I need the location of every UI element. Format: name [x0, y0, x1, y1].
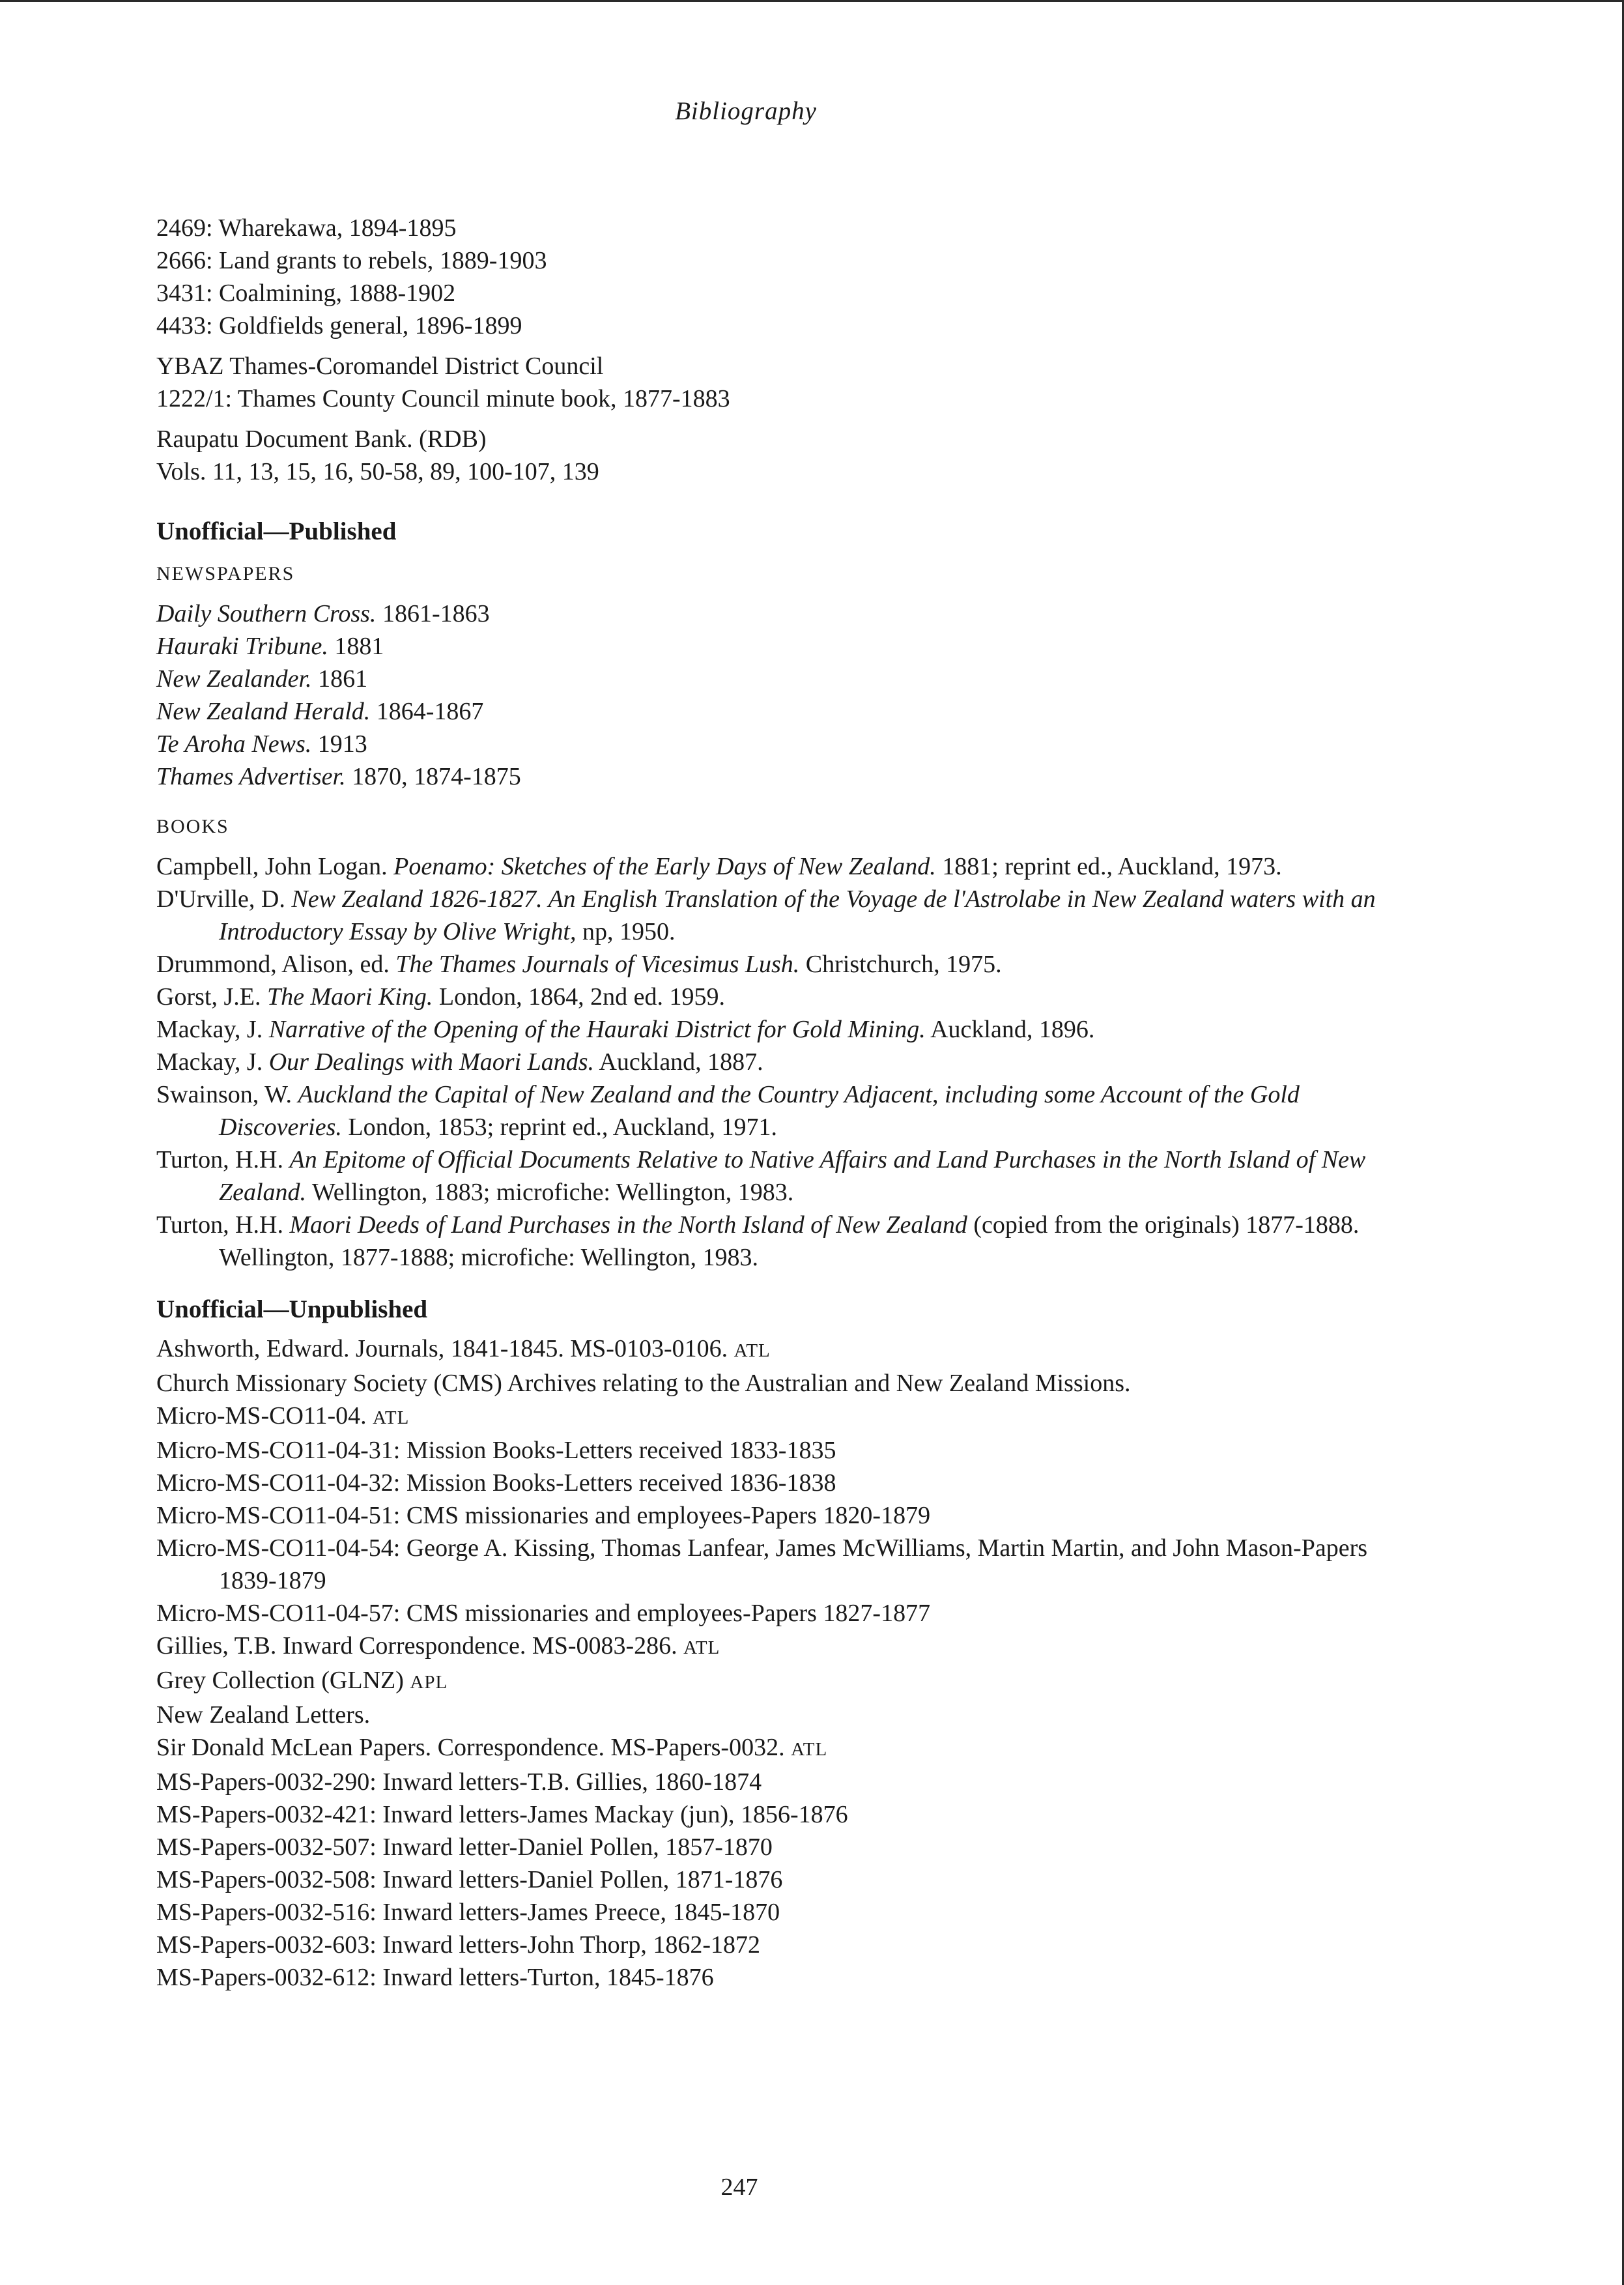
manuscript-text: Micro-MS-CO11-04-32: Mission Books-Letters received 1836-1838: [156, 1469, 836, 1497]
book-title: Our Dealings with Maori Lands.: [268, 1048, 595, 1076]
book-title: Poenamo: Sketches of the Early Days of New Zealand.: [393, 853, 936, 880]
book-publication: (copied from the originals) 1877-1888. Wellington, 1877-1888; microfiche: Wellington, 1983.: [219, 1211, 1360, 1271]
manuscript-entry: [156, 1731, 1381, 1766]
book-entry: [156, 948, 1381, 981]
newspaper-entry: [156, 695, 1381, 728]
manuscript-text: MS-Papers-0032-421: Inward letters-James Mackay (jun), 1856-1876: [156, 1801, 848, 1828]
bibliography-content: [156, 212, 1381, 1994]
book-author: Turton, H.H.: [156, 1146, 290, 1173]
record-line: 3431: Coalmining, 1888-1902: [156, 280, 456, 307]
newspaper-dates: 1861: [311, 665, 368, 693]
book-publication: London, 1853; reprint ed., Auckland, 1971.: [341, 1114, 777, 1141]
book-author: Drummond, Alison, ed.: [156, 951, 396, 978]
newspaper-entry: [156, 630, 1381, 663]
book-entry: [156, 1078, 1381, 1143]
manuscript-entry: [156, 1831, 1381, 1863]
official-records-section: [156, 212, 1381, 488]
book-title: Maori Deeds of Land Purchases in the North Island of New Zealand: [289, 1211, 967, 1239]
record-line: 4433: Goldfields general, 1896-1899: [156, 312, 522, 339]
newspaper-dates: 1913: [311, 730, 367, 758]
book-publication: Auckland, 1896.: [925, 1016, 1095, 1043]
subheading-books: BOOKS: [156, 816, 229, 837]
newspaper-title: Te Aroha News.: [156, 730, 312, 758]
book-author: Turton, H.H.: [156, 1211, 290, 1239]
newspaper-entry: [156, 663, 1381, 695]
repository-tag: APL: [410, 1672, 448, 1693]
book-publication: Wellington, 1883; microfiche: Wellington, 1983.: [306, 1179, 794, 1206]
record-line: Raupatu Document Bank. (RDB): [156, 425, 487, 453]
manuscript-text: Micro-MS-CO11-04-31: Mission Books-Letters received 1833-1835: [156, 1437, 836, 1464]
section-heading-unpublished: Unofficial—Unpublished: [156, 1295, 428, 1323]
book-title: The Maori King.: [266, 983, 433, 1011]
manuscript-entry: [156, 1664, 1381, 1699]
newspaper-dates: 1881: [328, 633, 384, 660]
manuscript-entry: [156, 1434, 1381, 1467]
book-title: New Zealand 1826-1827. An English Translation of the Voyage de l'Astrolabe in New Zealand waters with an Introductory Essay by Olive Wright,: [219, 885, 1376, 945]
manuscript-text: MS-Papers-0032-603: Inward letters-John Thorp, 1862-1872: [156, 1931, 760, 1959]
manuscript-text: MS-Papers-0032-507: Inward letter-Daniel Pollen, 1857-1870: [156, 1833, 773, 1861]
book-author: Mackay, J.: [156, 1016, 269, 1043]
subheading-newspapers: NEWSPAPERS: [156, 563, 295, 584]
newspaper-entry: [156, 597, 1381, 630]
newspaper-title: Thames Advertiser.: [156, 763, 346, 790]
record-group: [156, 423, 1381, 488]
record-group: [156, 350, 1381, 415]
book-entry: [156, 850, 1381, 883]
book-entry: [156, 883, 1381, 948]
newspaper-entry: [156, 728, 1381, 760]
manuscript-entry: [156, 1367, 1381, 1400]
repository-tag: ATL: [373, 1407, 410, 1428]
manuscript-entry: [156, 1798, 1381, 1831]
manuscript-entry: [156, 1467, 1381, 1499]
manuscript-entry: [156, 1699, 1381, 1731]
manuscript-entry: [156, 1961, 1381, 1994]
manuscript-entry: [156, 1929, 1381, 1961]
book-author: Mackay, J.: [156, 1048, 269, 1076]
book-title: An Epitome of Official Documents Relative to Native Affairs and Land Purchases in the North Island of New Zealand.: [219, 1146, 1366, 1206]
book-publication: Auckland, 1887.: [594, 1048, 763, 1076]
record-group: [156, 212, 1381, 342]
manuscript-text: Gillies, T.B. Inward Correspondence. MS-0083-286.: [156, 1632, 684, 1660]
manuscript-entry: [156, 1499, 1381, 1532]
book-entry: [156, 1143, 1381, 1209]
manuscript-entry: [156, 1400, 1381, 1434]
manuscript-text: Ashworth, Edward. Journals, 1841-1845. MS-0103-0106.: [156, 1335, 734, 1362]
section-heading-published: Unofficial—Published: [156, 517, 397, 545]
manuscript-text: Grey Collection (GLNZ): [156, 1667, 410, 1694]
repository-tag: ATL: [734, 1340, 771, 1361]
book-publication: 1881; reprint ed., Auckland, 1973.: [935, 853, 1282, 880]
manuscript-text: Micro-MS-CO11-04-54: George A. Kissing, Thomas Lanfear, James McWilliams, Martin Martin, and John Mason-Papers 1839-1879: [156, 1534, 1368, 1594]
manuscript-text: Church Missionary Society (CMS) Archives relating to the Australian and New Zealand Missions.: [156, 1370, 1131, 1397]
record-line: 2666: Land grants to rebels, 1889-1903: [156, 247, 547, 274]
page-number: 247: [720, 2174, 758, 2201]
manuscript-text: MS-Papers-0032-508: Inward letters-Daniel Pollen, 1871-1876: [156, 1866, 783, 1893]
record-line: YBAZ Thames-Coromandel District Council: [156, 352, 604, 380]
manuscript-entry: [156, 1332, 1381, 1367]
manuscript-entry: [156, 1863, 1381, 1896]
newspaper-title: New Zealander.: [156, 665, 312, 693]
newspaper-title: Daily Southern Cross.: [156, 600, 377, 627]
manuscript-text: Micro-MS-CO11-04.: [156, 1402, 373, 1430]
book-publication: np, 1950.: [576, 918, 676, 945]
book-publication: London, 1864, 2nd ed. 1959.: [433, 983, 725, 1011]
newspaper-dates: 1861-1863: [376, 600, 490, 627]
newspaper-dates: 1864-1867: [370, 698, 484, 725]
book-author: Swainson, W.: [156, 1081, 298, 1108]
book-title: Auckland the Capital of New Zealand and the Country Adjacent, including some Account of the Gold Discoveries.: [219, 1081, 1300, 1141]
manuscript-text: New Zealand Letters.: [156, 1701, 371, 1729]
newspaper-title: New Zealand Herald.: [156, 698, 371, 725]
record-line: Vols. 11, 13, 15, 16, 50-58, 89, 100-107, 139: [156, 458, 599, 485]
book-title: The Thames Journals of Vicesimus Lush.: [395, 951, 800, 978]
repository-tag: ATL: [791, 1739, 828, 1760]
book-publication: Christchurch, 1975.: [799, 951, 1002, 978]
book-author: Gorst, J.E.: [156, 983, 267, 1011]
newspaper-entry: [156, 760, 1381, 793]
newspaper-title: Hauraki Tribune.: [156, 633, 328, 660]
repository-tag: ATL: [683, 1637, 720, 1658]
manuscript-entry: [156, 1532, 1381, 1597]
manuscript-entry: [156, 1896, 1381, 1929]
manuscript-text: Micro-MS-CO11-04-57: CMS missionaries and employees-Papers 1827-1877: [156, 1600, 931, 1627]
manuscript-entry: [156, 1630, 1381, 1664]
book-entry: [156, 981, 1381, 1013]
record-line: 1222/1: Thames County Council minute book, 1877-1883: [156, 385, 730, 412]
book-entry: [156, 1209, 1381, 1274]
page-border-top: [0, 0, 1624, 2]
running-head: Bibliography: [675, 97, 817, 125]
manuscript-text: Micro-MS-CO11-04-51: CMS missionaries and employees-Papers 1820-1879: [156, 1502, 931, 1529]
manuscript-text: MS-Papers-0032-612: Inward letters-Turton, 1845-1876: [156, 1964, 714, 1991]
book-author: D'Urville, D.: [156, 885, 292, 913]
book-entry: [156, 1013, 1381, 1046]
newspaper-dates: 1870, 1874-1875: [345, 763, 521, 790]
book-entry: [156, 1046, 1381, 1078]
books-list: [156, 850, 1381, 1274]
unpublished-list: [156, 1332, 1381, 1994]
newspapers-list: [156, 597, 1381, 793]
book-title: Narrative of the Opening of the Hauraki District for Gold Mining.: [268, 1016, 926, 1043]
manuscript-text: Sir Donald McLean Papers. Correspondence. MS-Papers-0032.: [156, 1734, 791, 1761]
manuscript-entry: [156, 1766, 1381, 1798]
record-line: 2469: Wharekawa, 1894-1895: [156, 214, 457, 242]
manuscript-text: MS-Papers-0032-290: Inward letters-T.B. Gillies, 1860-1874: [156, 1768, 762, 1796]
manuscript-text: MS-Papers-0032-516: Inward letters-James Preece, 1845-1870: [156, 1899, 780, 1926]
manuscript-entry: [156, 1597, 1381, 1630]
book-author: Campbell, John Logan.: [156, 853, 394, 880]
